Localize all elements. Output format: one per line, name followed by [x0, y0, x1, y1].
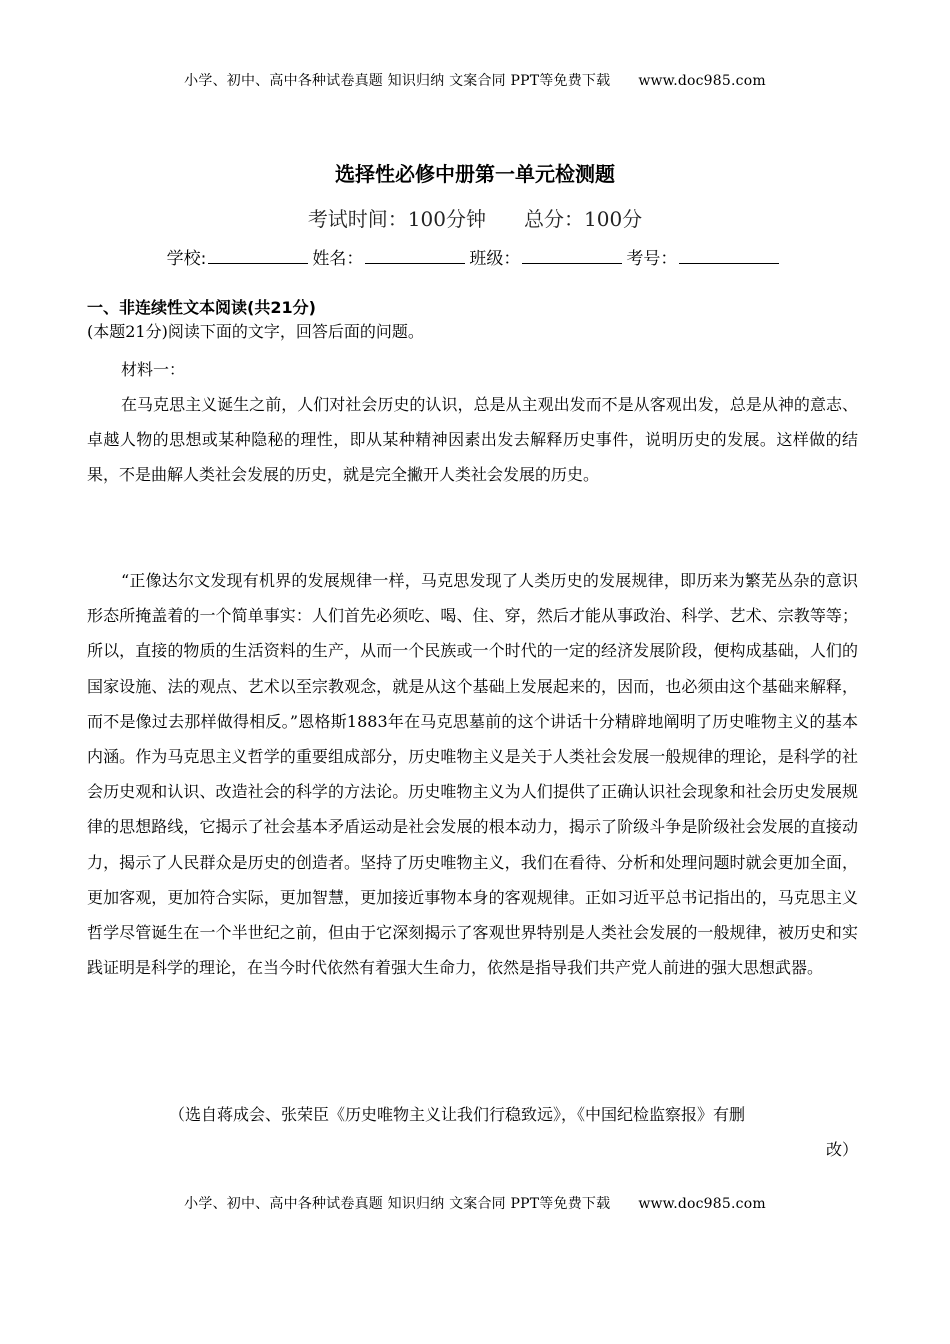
- exam-info: [0, 203, 950, 232]
- section-instruction: (本题21分)阅读下面的文字，回答后面的问题。: [87, 322, 424, 341]
- document-title: 选择性必修中册第一单元检测题: [335, 162, 615, 186]
- header-text: 小学、初中、高中各种试卷真题 知识归纳 文案合同 PPT等免费下载: [184, 73, 611, 89]
- name-label: 姓名：: [312, 249, 364, 269]
- source-line-1: （选自蒋成会、张荣臣《历史唯物主义让我们行稳致远》，《中国纪检监察报》有删: [169, 1105, 746, 1124]
- class-label: 班级：: [469, 249, 521, 269]
- footer-text: 小学、初中、高中各种试卷真题 知识归纳 文案合同 PPT等免费下载: [184, 1196, 611, 1212]
- header-url[interactable]: www.doc985.com: [638, 73, 766, 89]
- school-label: 学校:: [166, 249, 207, 269]
- source-citation: [87, 1097, 858, 1167]
- number-label: 考号：: [626, 249, 678, 269]
- material-paragraph-2: “正像达尔文发现有机界的发展规律一样，马克思发现了人类历史的发展规律，即历来为繁芜丛杂的意识形态所掩盖着的一个简单事实：人们首先必须吃、喝、住、穿，然后才能从事政治、科学、艺术、宗教等等；所以，直接的物质的生活资料的生产，从而一个民族或一个时代的一定的经济发展阶段，便构成基础，人们的国家设施、法的观点、艺术以至宗教观念，就是从这个基础上发展起来的，因而，也必须由这个基础来解释，而不是像过去那样做得相反。”恩格斯1883年在马克思墓前的这个讲话十分精辟地阐明了历史唯物主义的基本内涵。作为马克思主义哲学的重要组成部分，历史唯物主义是关于人类社会发展一般规律的理论，是科学的社会历史观和认识、改造社会的科学的方法论。历史唯物主义为人们提供了正确认识社会现象和社会历史发展规律的思想路线，它揭示了社会基本矛盾运动是社会发展的根本动力，揭示了阶级斗争是阶级社会发展的直接动力，揭示了人民群众是历史的创造者。坚持了历史唯物主义，我们在看待、分析和处理问题时就会更加全面，更加客观，更加符合实际，更加智慧，更加接近事物本身的客观规律。正如习近平总书记指出的，马克思主义哲学尽管诞生在一个半世纪之前，但由于它深刻揭示了客观世界特别是人类社会发展的一般规律，被历史和实践证明是科学的理论，在当今时代依然有着强大生命力，依然是指导我们共产党人前进的强大思想武器。: [87, 571, 858, 978]
- school-blank[interactable]: [208, 249, 308, 264]
- student-info-fields: [0, 244, 950, 269]
- section-heading: 一、非连续性文本阅读(共21分): [87, 298, 316, 317]
- page-header: [0, 70, 950, 90]
- name-blank[interactable]: [365, 249, 465, 264]
- source-line-2: 改）: [825, 1140, 858, 1160]
- page-footer: [0, 1193, 950, 1213]
- exam-score: 总分：100分: [524, 207, 643, 231]
- exam-time: 考试时间：100分钟: [307, 207, 486, 231]
- class-blank[interactable]: [522, 249, 622, 264]
- material-label: 材料一：: [121, 360, 186, 379]
- number-blank[interactable]: [679, 249, 779, 264]
- material-paragraph-1: 在马克思主义诞生之前，人们对社会历史的认识，总是从主观出发而不是从客观出发，总是从神的意志、卓越人物的思想或某种隐秘的理性，即从某种精神因素出发去解释历史事件，说明历史的发展。这样做的结果，不是曲解人类社会发展的历史，就是完全撇开人类社会发展的历史。: [87, 395, 858, 485]
- footer-url[interactable]: www.doc985.com: [638, 1196, 766, 1212]
